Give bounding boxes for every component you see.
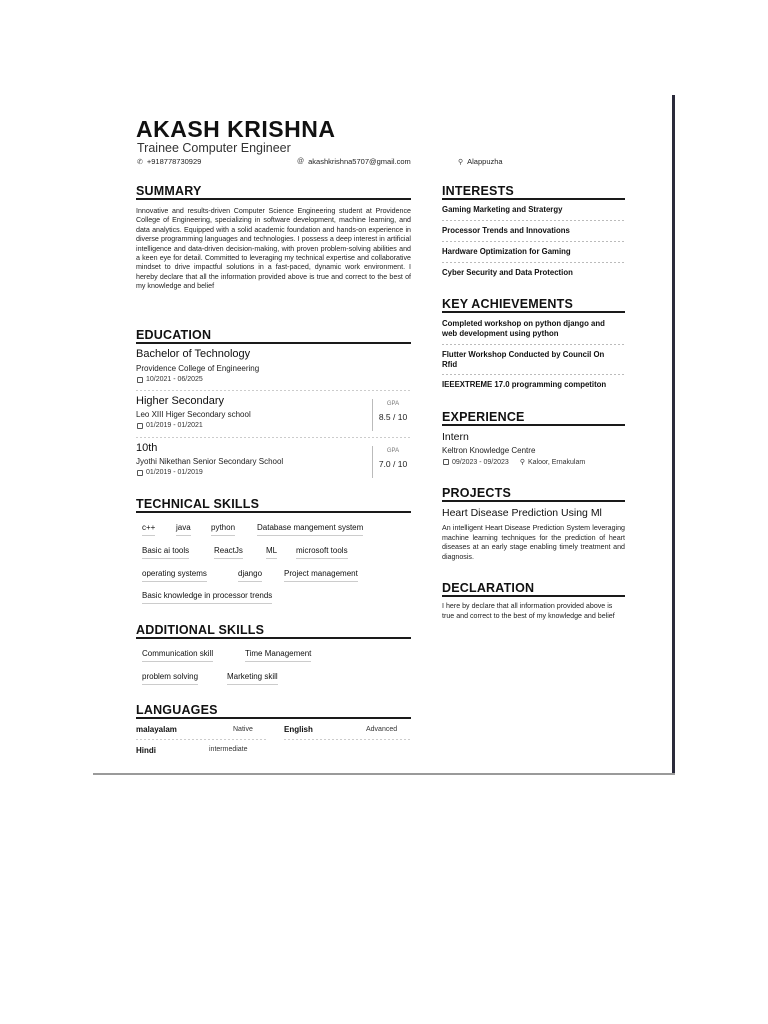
- languages-heading: LANGUAGES: [136, 703, 218, 717]
- experience-date-text: 09/2023 - 09/2023: [452, 458, 509, 466]
- education-school: Jyothi Nikethan Senior Secondary School: [136, 457, 284, 466]
- candidate-role: Trainee Computer Engineer: [137, 141, 291, 155]
- experience-role: Intern: [442, 431, 469, 443]
- achievements-rule: [442, 311, 625, 313]
- achievement-item: IEEEXTREME 17.0 programming competiton: [442, 380, 607, 389]
- calendar-icon: [443, 459, 449, 465]
- declaration-heading: DECLARATION: [442, 581, 535, 595]
- experience-company: Keltron Knowledge Centre: [442, 446, 536, 455]
- language-separator: [284, 739, 411, 740]
- projects-heading: PROJECTS: [442, 486, 511, 500]
- gpa-label: GPA: [386, 401, 400, 407]
- experience-dates: [443, 458, 585, 466]
- page-edge-right: [672, 95, 675, 775]
- skill-chip: Time Management: [245, 649, 311, 662]
- gpa-label: GPA: [386, 448, 400, 454]
- gpa-value: 8.5 / 10: [378, 412, 408, 422]
- location-contact: [458, 157, 503, 166]
- experience-rule: [442, 424, 625, 426]
- education-dates: [137, 469, 203, 476]
- language-name: English: [284, 725, 313, 734]
- skill-chip: Project management: [284, 569, 358, 582]
- project-description: An intelligent Heart Disease Prediction System leveraging machine learning techniques for the prediction of heart diseases at an early stage enabling timely treatment and diagnosis.: [442, 524, 625, 561]
- achievement-separator: [442, 374, 625, 375]
- skill-chip: Basic knowledge in processor trends: [142, 591, 272, 604]
- education-dates: [137, 376, 203, 383]
- language-level: Advanced: [366, 726, 398, 733]
- project-title: Heart Disease Prediction Using Ml: [442, 507, 602, 519]
- education-title: Bachelor of Technology: [136, 348, 251, 360]
- education-date-text: 01/2019 - 01/2019: [146, 469, 203, 476]
- interests-heading: INTERESTS: [442, 184, 514, 198]
- interest-separator: [442, 262, 625, 263]
- interest-item: Cyber Security and Data Protection: [442, 268, 573, 277]
- skill-chip: microsoft tools: [296, 546, 348, 559]
- calendar-icon: [137, 377, 143, 383]
- email-icon: @: [297, 158, 305, 165]
- declaration-rule: [442, 595, 625, 597]
- language-name: Hindi: [136, 746, 156, 755]
- language-separator: [136, 739, 266, 740]
- phone-number: +918778730929: [146, 157, 202, 166]
- location-pin-icon: ⚲: [458, 158, 464, 166]
- skill-chip: Marketing skill: [227, 672, 278, 685]
- education-dates: [137, 422, 203, 429]
- skill-chip: c++: [142, 523, 155, 536]
- education-heading: EDUCATION: [136, 328, 212, 342]
- skill-chip: Database mangement system: [257, 523, 363, 536]
- interest-item: Gaming Marketing and Stratergy: [442, 205, 563, 214]
- skill-chip: django: [238, 569, 262, 582]
- language-level: intermediate: [209, 746, 248, 753]
- gpa-box: [372, 399, 413, 431]
- location-pin-icon: ⚲: [519, 459, 525, 466]
- skill-chip: problem solving: [142, 672, 198, 685]
- education-school: Providence College of Engineering: [136, 364, 260, 373]
- declaration-text: I here by declare that all information provided above is true and correct to the best of my knowledge and belief: [442, 602, 615, 620]
- summary-text: Innovative and results-driven Computer Science Engineering student at Providence College of Engineering, specializing in software development, machine learning, and data analytics. Equipped with a solid academic foundation and hands-on experience in diverse programming languages and technologies. I possess a deep interest in artificial intelligence and data-driven decision-making, with proven problem-solving abilities and a keen eye for detail. Committed to leveraging my technical expertise and collaborative mindset to drive impactful solutions in a fast-paced, dynamic work environment. I hereby declare that all the information provided above is true and correct to the best of my knowledge and belief: [136, 207, 411, 291]
- education-title: Higher Secondary: [136, 395, 225, 407]
- achievements-heading: KEY ACHIEVEMENTS: [442, 297, 574, 311]
- gpa-box: [372, 446, 413, 478]
- additional-skills-rule: [136, 637, 411, 639]
- technical-skills-rule: [136, 511, 411, 513]
- languages-rule: [136, 717, 411, 719]
- gpa-value: 7.0 / 10: [378, 459, 408, 469]
- achievement-separator: [442, 344, 625, 345]
- education-separator: [136, 437, 411, 438]
- education-school: Leo XIII Higer Secondary school: [136, 410, 251, 419]
- skill-chip: java: [176, 523, 191, 536]
- interest-separator: [442, 220, 625, 221]
- projects-rule: [442, 500, 625, 502]
- skill-chip: ReactJs: [214, 546, 243, 559]
- email-contact: [297, 157, 411, 166]
- experience-location: Kaloor, Ernakulam: [527, 458, 586, 466]
- skill-chip: python: [211, 523, 235, 536]
- experience-heading: EXPERIENCE: [442, 410, 525, 424]
- education-date-text: 01/2019 - 01/2021: [146, 422, 203, 429]
- education-rule: [136, 342, 411, 344]
- interest-item: Hardware Optimization for Gaming: [442, 247, 571, 256]
- calendar-icon: [137, 423, 143, 429]
- achievement-item: Completed workshop on python django and web development using python: [442, 319, 605, 338]
- interest-separator: [442, 241, 625, 242]
- education-date-text: 10/2021 - 06/2025: [146, 376, 203, 383]
- education-title: 10th: [136, 442, 158, 454]
- interest-item: Processor Trends and Innovations: [442, 226, 570, 235]
- skill-chip: Communication skill: [142, 649, 213, 662]
- achievement-item: Flutter Workshop Conducted by Council On Rfid: [442, 350, 605, 369]
- page-edge-bottom: [93, 773, 675, 775]
- phone-contact: [137, 157, 201, 166]
- summary-rule: [136, 198, 411, 200]
- education-separator: [136, 390, 411, 391]
- location-text: Alappuzha: [467, 157, 503, 166]
- technical-skills-heading: TECHNICAL SKILLS: [136, 497, 260, 511]
- additional-skills-heading: ADDITIONAL SKILLS: [136, 623, 265, 637]
- phone-icon: ✆: [137, 158, 143, 166]
- candidate-name: AKASH KRISHNA: [136, 116, 336, 142]
- skill-chip: operating systems: [142, 569, 207, 582]
- summary-heading: SUMMARY: [136, 184, 202, 198]
- interests-rule: [442, 198, 625, 200]
- language-level: Native: [233, 726, 253, 733]
- skill-chip: ML: [266, 546, 277, 559]
- email-address: akashkrishna5707@gmail.com: [308, 157, 411, 166]
- skill-chip: Basic ai tools: [142, 546, 189, 559]
- calendar-icon: [137, 470, 143, 476]
- language-name: malayalam: [136, 725, 177, 734]
